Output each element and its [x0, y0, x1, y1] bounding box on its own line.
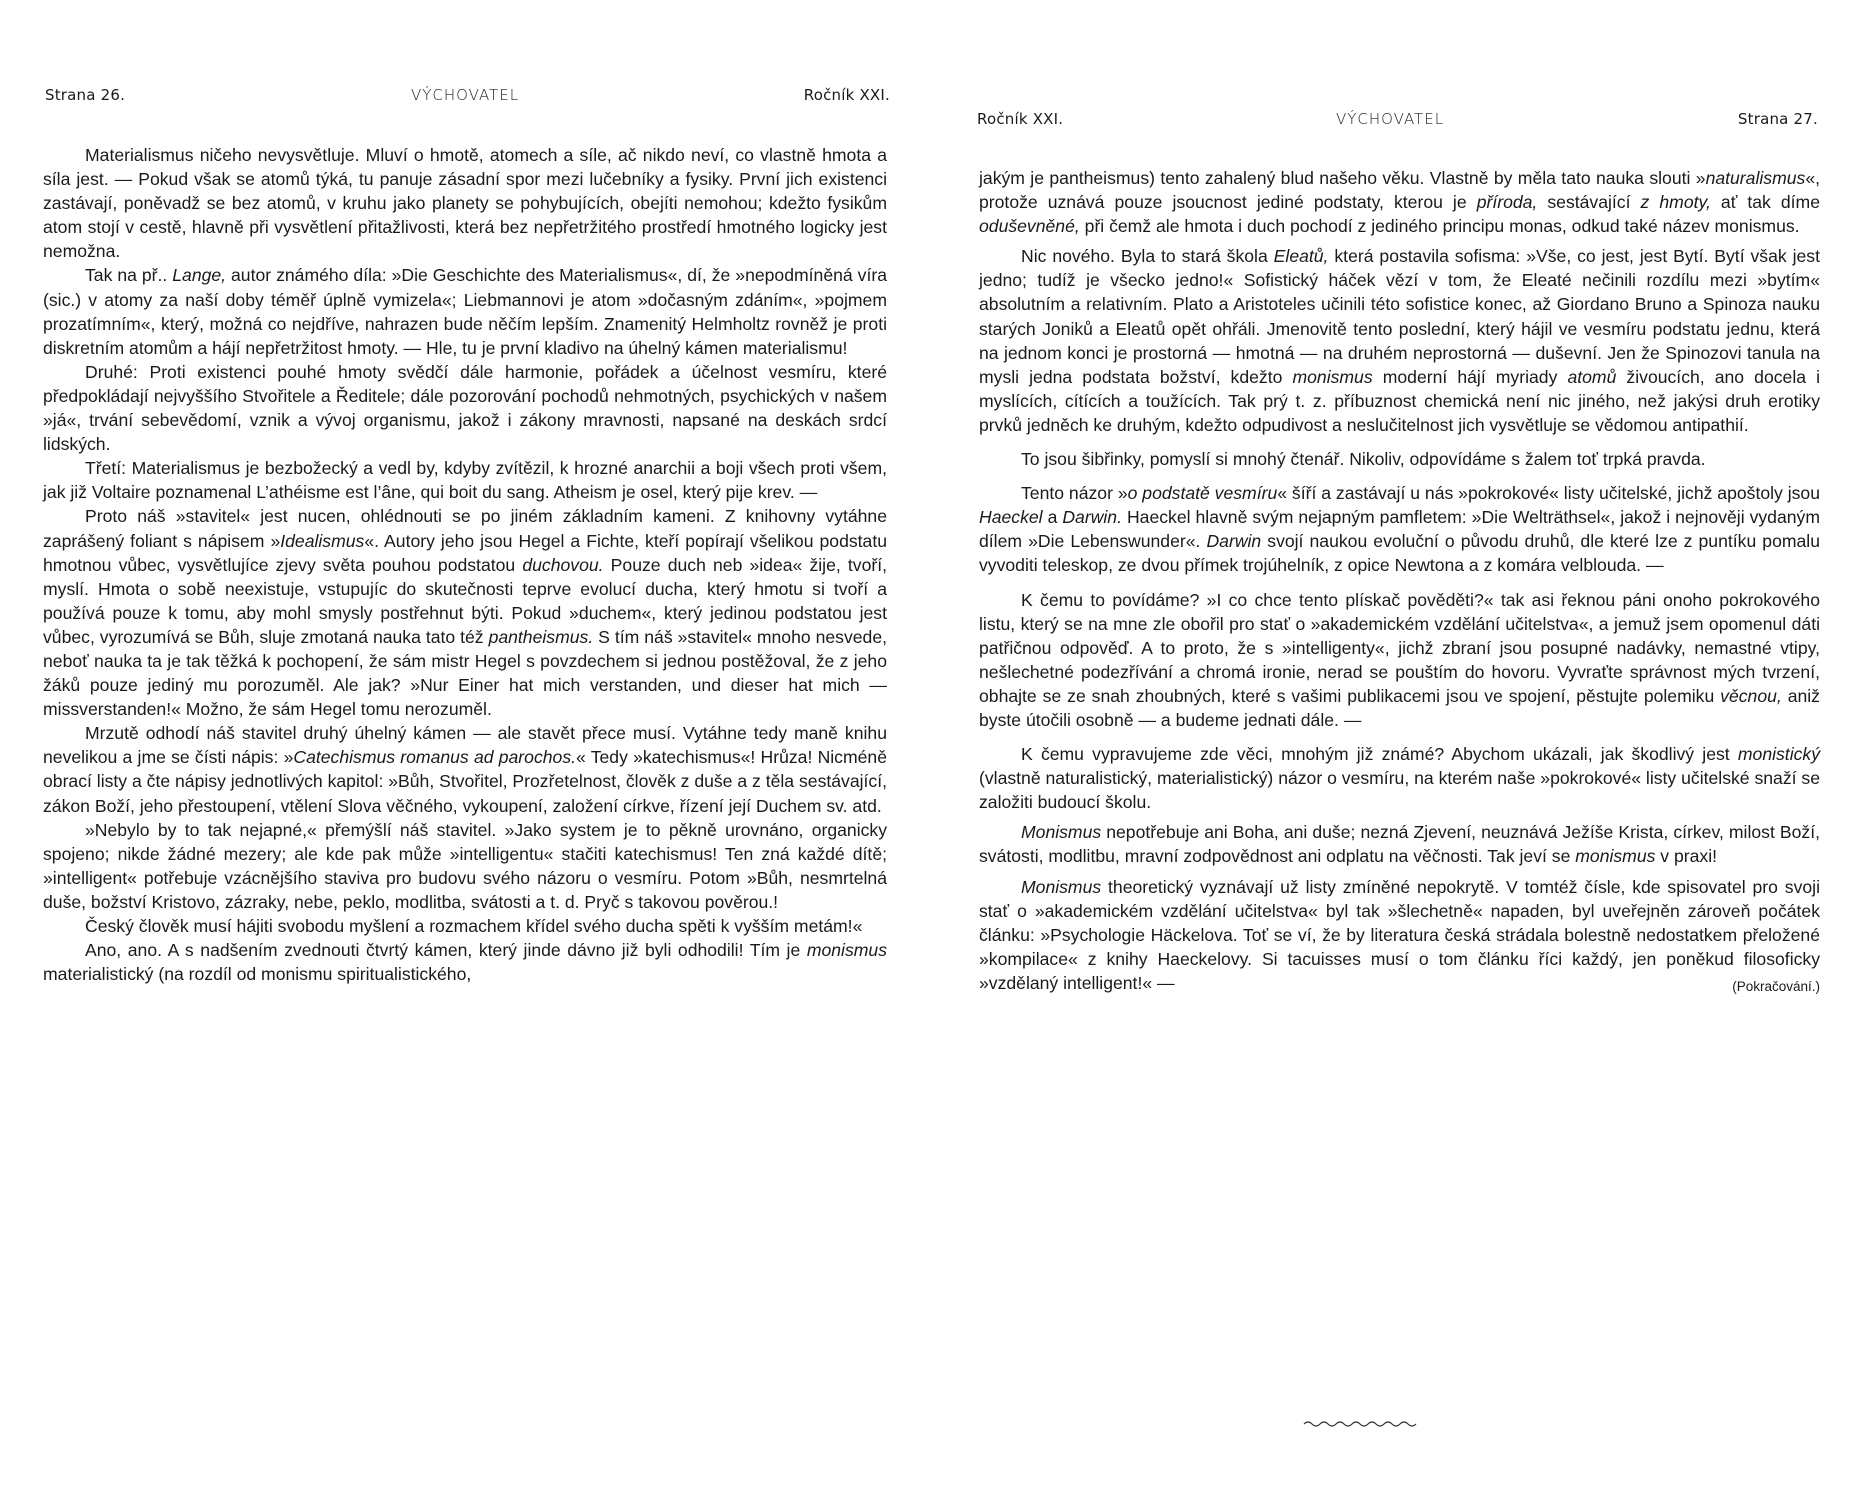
left-page-number: Strana 26. [45, 86, 126, 104]
paragraph [43, 263, 887, 359]
right-volume: Ročník XXI. [977, 110, 1064, 128]
italic-run: oduševněné, [979, 216, 1080, 237]
italic-run: pantheismus. [488, 626, 594, 647]
text-run: theoretický vyznávají už listy zmíněné nepokrytě. V tomtéž čísle, kde spisovatel pro svoji stať o »akademickém vzdělání učitelstva« byl tak »šlechetně« napaden, byl uveřejněn zároveň počátek článku: »Psychologie Häckelova. Toť se ví, že by literatura česká strádala bolestně nedostatkem přeložené »kompilace« z knihy Haeckelovy. Si tacuisses musí o tom článku říci každý, jen poněkud filosoficky »vzdělaný intelligent!« — [979, 876, 1820, 993]
text-run: která postavila sofisma: »Vše, co jest, jest Bytí. Bytí však jest jedno; tudíž je všecko jedno!« Sofistický háček vězí v tom, že Eleaté nečinili rozdílu mezi »bytím« absolutním a relativním. Plato a Aristoteles učinili této sofistice konec, až Giordano Bruno a Spinoza nauku starých Joniků a Eleatů opět ohřáli. Jmenovitě tento poslední, který hájil ve vesmíru podstatu jednu, která na jednom konci je prostorná — hmotná — na druhém neprostorná — duševní. Jen že Spinozovi tanula na mysli jedna podstata božství, kdežto [979, 246, 1820, 387]
text-run: «, protože uznává pouze jsoucnost jediné podstaty, kterou je [979, 168, 1820, 213]
text-run: Proto náš »stavitel« jest nucen, ohlédnouti se po jiném základním kameni. Z knihovny vytáhne zaprášený foliant s nápisem » [43, 506, 887, 551]
italic-run: Idealismus [280, 530, 365, 551]
left-journal-title: VÝCHOVATEL [410, 86, 520, 104]
paragraph [43, 938, 887, 986]
italic-run: příroda, [1476, 192, 1538, 213]
text-run: »Nebylo by to tak nejapné,« přemýšlí náš stavitel. »Jako system je to pěkně urovnáno, organicky spojeno; nikde žádné mezery; ale kde pak může »intelligentu« stačiti katechismus! Ten zná každé dítě; »intelligent« potřebuje vzácnějšího staviva pro budovu svého názoru o vesmíru. Potom »Bůh, nesmrtelná duše, božství Kristovo, zázraky, nebe, peklo, modlitba, svátosti a t. d. Pryč s takovou pověrou.! [43, 819, 887, 912]
text-run: aniž byste útočili osobně — a budeme jednati dále. — [979, 685, 1820, 730]
text-run: sestávající [1537, 192, 1641, 213]
text-run: Pouze duch neb »idea« žije, tvoří, myslí. Hmota o sobě neexistuje, vstupujíc do skutečnosti teprve evolucí ducha, který hmotu si tvoří a používá pouze k tomu, aby mohl smysly postřehnut býti. Pokud »duchem«, který jedinou podstatou jest vůbec, vyrozumívá se Bůh, sluje zmotaná nauka tato též [43, 554, 887, 647]
text-run: « šíří a zastávají u nás »pokrokové« listy učitelské, jichž apoštoly jsou [1277, 483, 1820, 504]
paragraph [43, 360, 887, 456]
text-run: nepotřebuje ani Boha, ani duše; nezná Zjevení, neuznává Ježíše Krista, církev, milost Boží, svátosti, modlitbu, mravní zodpovědnost ani odplatu na věčnosti. Tak jeví se [979, 822, 1820, 867]
paragraph [979, 244, 1820, 437]
text-run: Třetí: Materialismus je bezbožecký a vedl by, kdyby zvítězil, k hrozné anarchii a boji všech proti všem, jak již Voltaire poznamenal L’athéisme est l’âne, qui boit du sang. Atheism je osel, který pije krev. — [43, 458, 887, 503]
text-run: K čemu to povídáme? »I co chce tento plískač pověděti?« tak asi řeknou páni onoho pokrokového listu, který se na mne zle obořil pro stať o »akademickém vzdělání učitelstva«, a jemuž jsem opomenul dáti patřičnou odpověď. A to proto, že s »intelligenty«, jichž zbraní jsou posupné nadávky, nemastné vtipy, nešlechetné podezřívání a chromá ironie, nerad se pouštím do hovoru. Vyvraťte správnost mých tvrzení, obhajte se ze snah zhoubných, které s vašimi publikacemi jsou ve spojení, pěstujte polemiku [979, 589, 1820, 706]
text-run: K čemu vypravujeme zde věci, mnohým již známé? Abychom ukázali, jak škodlivý jest [1021, 744, 1738, 765]
italic-run: monismus [1292, 366, 1373, 387]
right-page [925, 0, 1850, 1500]
text-run: Tento názor » [1021, 483, 1128, 504]
right-journal-title: VÝCHOVATEL [1335, 110, 1445, 128]
italic-run: duchovou. [522, 554, 604, 575]
italic-run: monismus [1575, 846, 1656, 867]
italic-run: Catechismus romanus ad parochos. [293, 747, 577, 768]
text-run: jakým je pantheismus) tento zahalený blud našeho věku. Vlastně by měla tato nauka slouti » [979, 168, 1706, 188]
italic-run: atomů [1567, 366, 1617, 387]
paragraph [43, 456, 887, 504]
italic-run: Monismus [1021, 876, 1102, 897]
text-run: živoucích, ano docela i myslících, cítících a toužících. Tak prý t. z. příbuznost chemická není nic jiného, než jakýsi druh erotiky prvků jedněch ke druhým, kdežto odpudivost a neslučitelnost jich vysvětluje se vědomou antipathií. [979, 366, 1821, 435]
text-run: «. Autory jeho jsou Hegel a Fichte, kteří popírají všelikou podstatu hmotnou vůbec, vysvětlujíce zjevy světa pouhou podstatou [43, 530, 887, 575]
paragraph [979, 447, 1820, 471]
continued-note: (Pokračování.) [1732, 978, 1820, 994]
italic-run: Darwin [1206, 531, 1262, 552]
text-run: Tak na př.. [85, 265, 173, 286]
paragraph [43, 818, 887, 914]
italic-run: věcnou, [1720, 685, 1782, 706]
paragraph [979, 875, 1820, 995]
text-run: v praxi! [1655, 846, 1718, 867]
left-body-text [43, 143, 887, 986]
italic-run: Eleatů, [1273, 246, 1329, 267]
text-run: a [1042, 507, 1063, 528]
paragraph [43, 143, 887, 263]
text-run: Druhé: Proti existenci pouhé hmoty svědčí dále harmonie, pořádek a účelnost vesmíru, které předpokládají nejvyššího Stvořitele a Ředitele; dále pozorování pochodů nehmotných, psychických v našem »já«, trvání sebevědomí, vznik a vývoj organismu, jakož i zákony mravnosti, napsané na deskách srdcí lidských. [43, 361, 887, 455]
paragraph [979, 481, 1820, 577]
text-run: (vlastně naturalistický, materialistický) názor o vesmíru, na kterém naše »pokrokové« listy učitelské snaží se založiti budoucí školu. [979, 768, 1820, 813]
right-page-number: Strana 27. [1737, 110, 1818, 128]
text-run: Materialismus ničeho nevysvětluje. Mluví o hmotě, atomech a síle, ač nikdo neví, co vlastně hmota a síla jest. — Pokud však se atomů týká, tu panuje zásadní spor mezi lučebníky a fysiky. První jich existenci zastávají, poněvadž se bez atomů, v kruhu jako planety se pohybujících, obejíti nemohou; kdežto fysikům atom stojí v cestě, hlavně při vysvětlení přitažlivosti, která bez nepřetržitého prostředí hmotného logicky jest nemožna. [43, 145, 887, 262]
text-run: Český člověk musí hájiti svobodu myšlení a rozmachem křídel svého ducha spěti k vyšším metám!« [85, 916, 863, 936]
left-volume: Ročník XXI. [803, 86, 890, 104]
text-run: svojí naukou evoluční o původu druhů, dle které lze z puntíku pomalu vyvoditi teleskop, ze dvou přímek trojúhelník, z opice Newtona a z komára velblouda. — [979, 531, 1820, 576]
text-run: Mrzutě odhodí náš stavitel druhý úhelný kámen — ale stavět přece musí. Vytáhne tedy maně knihu nevelikou a jme se čísti nápis: » [43, 723, 887, 768]
italic-run: monismus [806, 940, 887, 961]
right-body-text [979, 166, 1820, 999]
text-run: materialistický (na rozdíl od monismu spiritualistického, [43, 964, 472, 985]
paragraph [43, 721, 887, 817]
text-run: ať tak díme [1710, 192, 1820, 213]
text-run: To jsou šibřinky, pomyslí si mnohý čtenář. Nikoliv, odpovídáme s žalem toť trpká pravda. [1021, 449, 1706, 470]
text-run: Haeckel hlavně svým nejapným pamfletem: »Die Welträthsel«, jakož i nejnověji vydaným dílem »Die Lebenswunder«. [979, 507, 1820, 552]
end-ornament [1300, 1418, 1420, 1430]
text-run: S tím náš »stavitel« mnoho nesvede, neboť nauka ta je tak těžká k pochopení, že sám mistr Hegel s povzdechem si jednou postěžoval, že z jeho žáků pouze jediný mu porozuměl. Ale jak? »Nur Einer hat mich verstanden, und dieser hat mich — missverstanden!« Možno, že sám Hegel tomu nerozuměl. [43, 626, 888, 720]
text-run: moderní hájí myriady [1372, 366, 1568, 387]
text-run: Ano, ano. A s nadšením zvednouti čtvrtý kámen, který jinde dávno již byli odhodili! Tím je [85, 940, 807, 961]
text-run: autor známého díla: »Die Geschichte des Materialismus«, dí, že »nepodmíněná víra (sic.) v atomy za naší doby téměř úplně vymizela«; Liebmannovi je atom »dočasným zdáním«, »pojmem prozatímním«, který, možná co nejdříve, nahrazen bude něčím lepším. Znamenitý Helmholtz rovněž je proti diskretním atomům a hájí nepřetržitost hmoty. — Hle, tu je první kladivo na úhelný kámen materialismu! [43, 265, 887, 358]
paragraph [43, 914, 887, 938]
text-run: při čemž ale hmota i duch pochodí z jediného principu monas, odkud také název monismus. [1079, 216, 1800, 237]
paragraph [43, 504, 887, 721]
italic-run: o podstatě vesmíru [1127, 483, 1278, 504]
italic-run: Darwin. [1062, 507, 1122, 528]
paragraph [979, 820, 1820, 868]
text-run: « Tedy »katechismus«! Hrůza! Nicméně obrací listy a čte nápisy jednotlivých kapitol: »Bůh, Stvořitel, Prozřetelnost, člověk z duše a z těla sestávající, zákon Boží, jeho přestoupení, vtělení Slova věčného, vykoupení, založení církve, řízení její Duchem sv. atd. [43, 747, 887, 816]
italic-run: z hmoty, [1640, 192, 1711, 213]
italic-run: Haeckel [979, 507, 1043, 528]
italic-run: Lange, [172, 265, 227, 286]
italic-run: Monismus [1021, 822, 1102, 843]
italic-run: naturalismus [1705, 168, 1806, 188]
paragraph [979, 742, 1820, 814]
text-run: Nic nového. Byla to stará škola [1021, 246, 1274, 267]
paragraph [979, 588, 1820, 733]
paragraph [979, 166, 1820, 238]
italic-run: monistický [1737, 744, 1820, 765]
